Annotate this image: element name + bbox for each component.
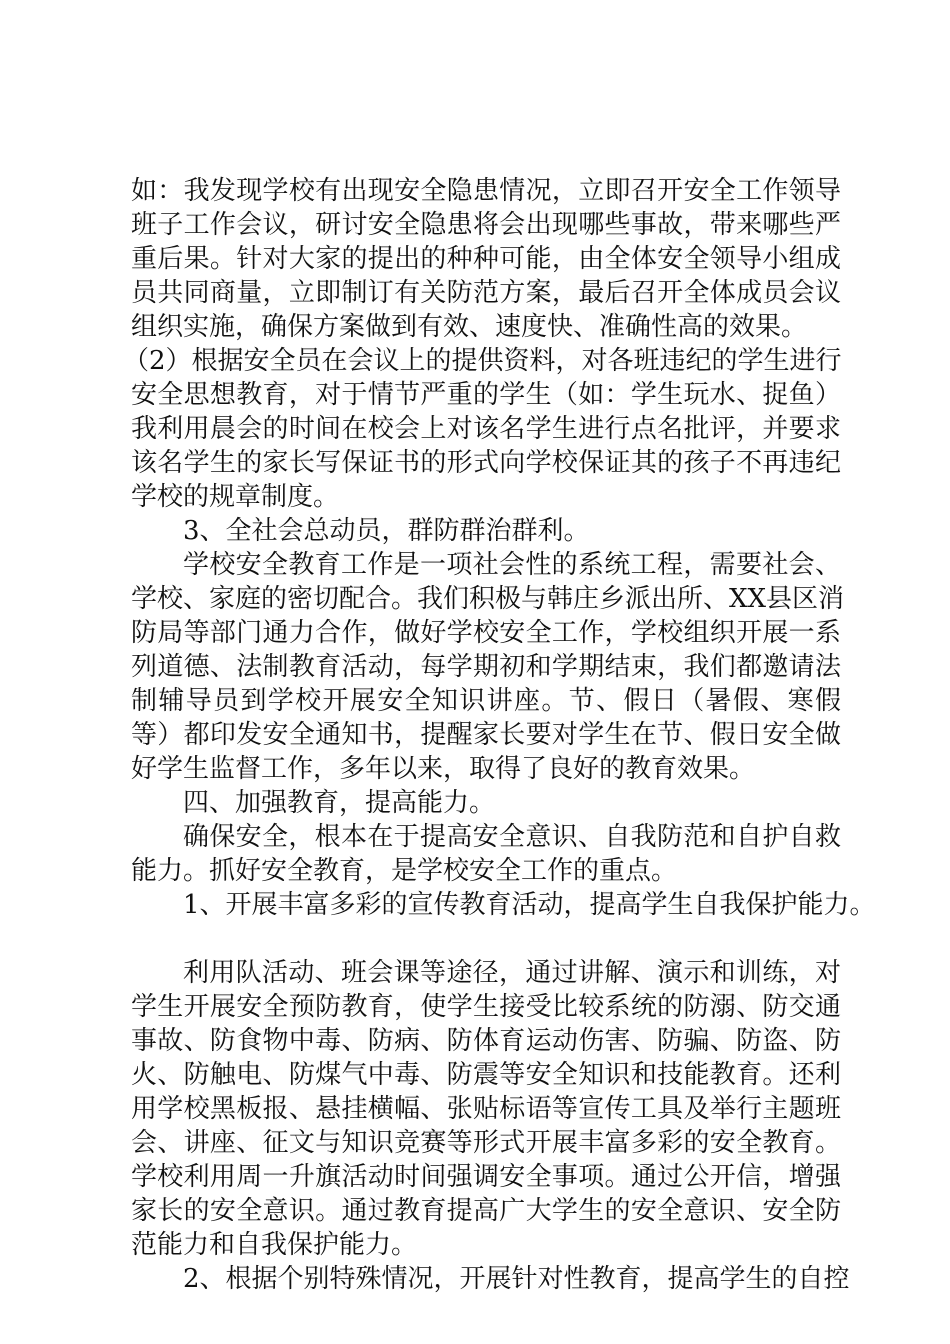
text-line: 安全思想教育，对于情节严重的学生（如：学生玩水、捉鱼）	[131, 380, 841, 410]
text-line: 确保安全，根本在于提高安全意识、自我防范和自护自救	[183, 822, 841, 852]
section-heading: 3、全社会总动员，群防群治群利。	[183, 516, 590, 546]
text-line: 该名学生的家长写保证书的形式向学校保证其的孩子不再违纪	[131, 448, 841, 478]
text-line: （2）根据安全员在会议上的提供资料，对各班违纪的学生进行	[123, 346, 842, 376]
text-line: 重后果。针对大家的提出的种种可能，由全体安全领导小组成	[131, 244, 841, 274]
text-line: 学校、家庭的密切配合。我们积极与韩庄乡派出所、XX县区消	[131, 584, 845, 614]
text-line: 火、防触电、防煤气中毒、防震等安全知识和技能教育。还利	[131, 1060, 841, 1090]
text-line: 学校安全教育工作是一项社会性的系统工程，需要社会、	[183, 550, 841, 580]
text-line: 好学生监督工作，多年以来，取得了良好的教育效果。	[131, 754, 756, 784]
text-line: 列道德、法制教育活动，每学期初和学期结束，我们都邀请法	[131, 652, 841, 682]
text-line: 会、讲座、征文与知识竞赛等形式开展丰富多彩的安全教育。	[131, 1128, 841, 1158]
text-line: 等）都印发安全通知书，提醒家长要对学生在节、假日安全做	[131, 720, 841, 750]
text-line: 范能力和自我保护能力。	[131, 1230, 418, 1260]
text-line: 班子工作会议，研讨安全隐患将会出现哪些事故，带来哪些严	[131, 210, 841, 240]
text-line: 用学校黑板报、悬挂横幅、张贴标语等宣传工具及举行主题班	[131, 1094, 841, 1124]
document-body	[123, 174, 876, 1296]
text-line: 事故、防食物中毒、防病、防体育运动伤害、防骗、防盗、防	[131, 1026, 841, 1056]
text-line: 制辅导员到学校开展安全知识讲座。节、假日（暑假、寒假	[131, 686, 841, 716]
text-line: 防局等部门通力合作，做好学校安全工作，学校组织开展一系	[131, 618, 841, 648]
text-line: 我利用晨会的时间在校会上对该名学生进行点名批评，并要求	[131, 414, 841, 444]
text-line: 能力。抓好安全教育，是学校安全工作的重点。	[131, 856, 678, 886]
section-heading: 1、开展丰富多彩的宣传教育活动，提高学生自我保护能力。	[183, 890, 876, 920]
section-heading: 2、根据个别特殊情况，开展针对性教育，提高学生的自控	[183, 1264, 850, 1294]
section-heading: 四、加强教育，提高能力。	[183, 788, 496, 818]
text-line: 家长的安全意识。通过教育提高广大学生的安全意识、安全防	[131, 1196, 841, 1226]
text-line: 学校利用周一升旗活动时间强调安全事项。通过公开信，增强	[131, 1162, 841, 1192]
text-line: 利用队活动、班会课等途径，通过讲解、演示和训练，对	[183, 958, 841, 988]
text-line: 组织实施，确保方案做到有效、速度快、准确性高的效果。	[131, 312, 808, 342]
text-line: 学生开展安全预防教育，使学生接受比较系统的防溺、防交通	[131, 992, 841, 1022]
blank-line	[131, 922, 841, 956]
text-line: 如：我发现学校有出现安全隐患情况，立即召开安全工作领导	[131, 176, 841, 206]
text-line: 学校的规章制度。	[131, 482, 340, 512]
text-line: 员共同商量，立即制订有关防范方案，最后召开全体成员会议	[131, 278, 841, 308]
